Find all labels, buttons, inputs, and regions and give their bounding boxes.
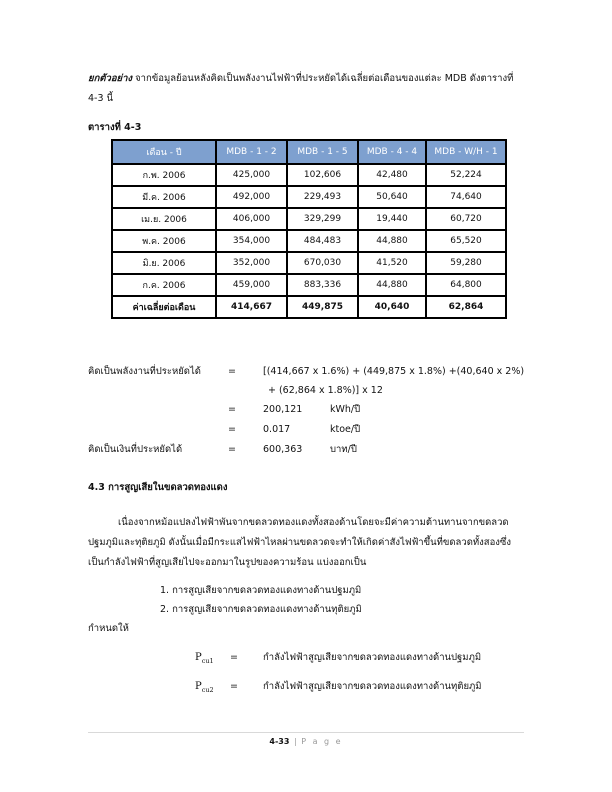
month-cell: เม.ย. 2006 [112, 208, 216, 230]
define-label: กำหนดให้ [88, 623, 129, 634]
energy-kwh-value: 200,121 [263, 404, 303, 415]
list-item: 1. การสูญเสียจากขดลวดทองแดงทางด้านปฐมภูมิ [160, 585, 362, 596]
average-value: 40,640 [358, 296, 426, 318]
value-cell: 60,720 [426, 208, 506, 230]
symbol-description: กำลังไฟฟ้าสูญเสียจากขดลวดทองแดงทางด้านปฐมภูมิ [263, 652, 482, 663]
value-cell: 41,520 [358, 252, 426, 274]
page-footer [0, 737, 612, 746]
average-value: 414,667 [216, 296, 287, 318]
energy-ktoe-value: 0.017 [263, 424, 291, 435]
symbol-subscript: cu1 [201, 657, 214, 665]
value-cell: 65,520 [426, 230, 506, 252]
value-cell: 425,000 [216, 164, 287, 186]
money-value: 600,363 [263, 444, 303, 455]
month-cell: มี.ค. 2006 [112, 186, 216, 208]
symbol-pcu1 [195, 652, 214, 667]
symbol-pcu2 [195, 681, 214, 696]
value-cell: 44,880 [358, 230, 426, 252]
value-cell: 42,480 [358, 164, 426, 186]
table-row [112, 274, 506, 296]
header-mdb-1-2: MDB - 1 - 2 [216, 140, 287, 164]
table-row [112, 230, 506, 252]
equals-sign: = [228, 366, 236, 377]
average-label: ค่าเฉลี่ยต่อเดือน [112, 296, 216, 318]
symbol-description: กำลังไฟฟ้าสูญเสียจากขดลวดทองแดงทางด้านทุติยภูมิ [263, 681, 482, 692]
value-cell: 352,000 [216, 252, 287, 274]
value-cell: 52,224 [426, 164, 506, 186]
money-saved-label: คิดเป็นเงินที่ประหยัดได้ [88, 444, 183, 455]
value-cell: 492,000 [216, 186, 287, 208]
paragraph-line-2: ปฐมภูมิและทุติยภูมิ ดังนั้นเมื่อมีกระแสไฟฟ้าไหลผ่านขดลวดจะทำให้เกิดค่าสังไฟฟ้าขึ้นที่ขดลวดทั้งสองซึ่ง [88, 537, 512, 548]
equals-sign: = [228, 424, 236, 435]
value-cell: 64,800 [426, 274, 506, 296]
value-cell: 74,640 [426, 186, 506, 208]
month-cell: ก.ค. 2006 [112, 274, 216, 296]
page-word: P a g e [301, 737, 343, 746]
footer-divider [88, 732, 524, 733]
table-row [112, 164, 506, 186]
header-mdb-4-4: MDB - 4 - 4 [358, 140, 426, 164]
table-header-row [112, 140, 506, 164]
value-cell: 329,299 [287, 208, 358, 230]
value-cell: 354,000 [216, 230, 287, 252]
table-caption: ตารางที่ 4-3 [88, 122, 142, 133]
example-label: ยกตัวอย่าง [88, 73, 133, 84]
value-cell: 229,493 [287, 186, 358, 208]
equals-sign: = [230, 681, 238, 692]
energy-ktoe-unit: ktoe/ปี [330, 424, 361, 435]
footer-separator: | [293, 737, 297, 746]
header-mdb-1-5: MDB - 1 - 5 [287, 140, 358, 164]
equals-sign: = [230, 652, 238, 663]
value-cell: 19,440 [358, 208, 426, 230]
header-mdb-wh-1: MDB - W/H - 1 [426, 140, 506, 164]
symbol-base: P [195, 652, 202, 663]
value-cell: 883,336 [287, 274, 358, 296]
average-value: 449,875 [287, 296, 358, 318]
value-cell: 44,880 [358, 274, 426, 296]
value-cell: 59,280 [426, 252, 506, 274]
intro-text-line2: 4-3 นี้ [88, 93, 114, 104]
savings-table [111, 139, 507, 319]
month-cell: พ.ค. 2006 [112, 230, 216, 252]
table-row [112, 208, 506, 230]
list-item: 2. การสูญเสียจากขดลวดทองแดงทางด้านทุติยภูมิ [160, 604, 362, 615]
formula-line-1: [(414,667 x 1.6%) + (449,875 x 1.8%) +(40,640 x 2%) [263, 366, 525, 377]
value-cell: 406,000 [216, 208, 287, 230]
table-row [112, 252, 506, 274]
month-cell: ก.พ. 2006 [112, 164, 216, 186]
average-value: 62,864 [426, 296, 506, 318]
symbol-subscript: cu2 [201, 686, 214, 694]
value-cell: 484,483 [287, 230, 358, 252]
paragraph-line-3: เป็นกำลังไฟฟ้าที่สูญเสียไปจะออกมาในรูปของความร้อน แบ่งออกเป็น [88, 557, 367, 568]
header-month-year: เดือน - ปี [112, 140, 216, 164]
intro-paragraph [88, 73, 513, 85]
equals-sign: = [228, 404, 236, 415]
value-cell: 670,030 [287, 252, 358, 274]
section-heading: 4.3 การสูญเสียในขดลวดทองแดง [88, 482, 228, 493]
average-row [112, 296, 506, 318]
symbol-base: P [195, 681, 202, 692]
value-cell: 459,000 [216, 274, 287, 296]
energy-saved-label: คิดเป็นพลังงานที่ประหยัดได้ [88, 366, 201, 377]
equals-sign: = [228, 444, 236, 455]
page-number: 4-33 [269, 737, 290, 746]
value-cell: 50,640 [358, 186, 426, 208]
paragraph-line-1: เนื่องจากหม้อแปลงไฟฟ้าพันจากขดลวดทองแดงทั้งสองด้านโดยจะมีค่าความต้านทานจากขดลวด [118, 517, 509, 528]
intro-text: จากข้อมูลย้อนหลังคิดเป็นพลังงานไฟฟ้าที่ประหยัดได้เฉลี่ยต่อเดือนของแต่ละ MDB ดังตารางที่ [132, 73, 514, 84]
value-cell: 102,606 [287, 164, 358, 186]
energy-kwh-unit: kWh/ปี [330, 404, 361, 415]
formula-line-2: + (62,864 x 1.8%)] x 12 [268, 385, 383, 396]
month-cell: มิ.ย. 2006 [112, 252, 216, 274]
money-unit: บาท/ปี [330, 444, 357, 455]
table-row [112, 186, 506, 208]
